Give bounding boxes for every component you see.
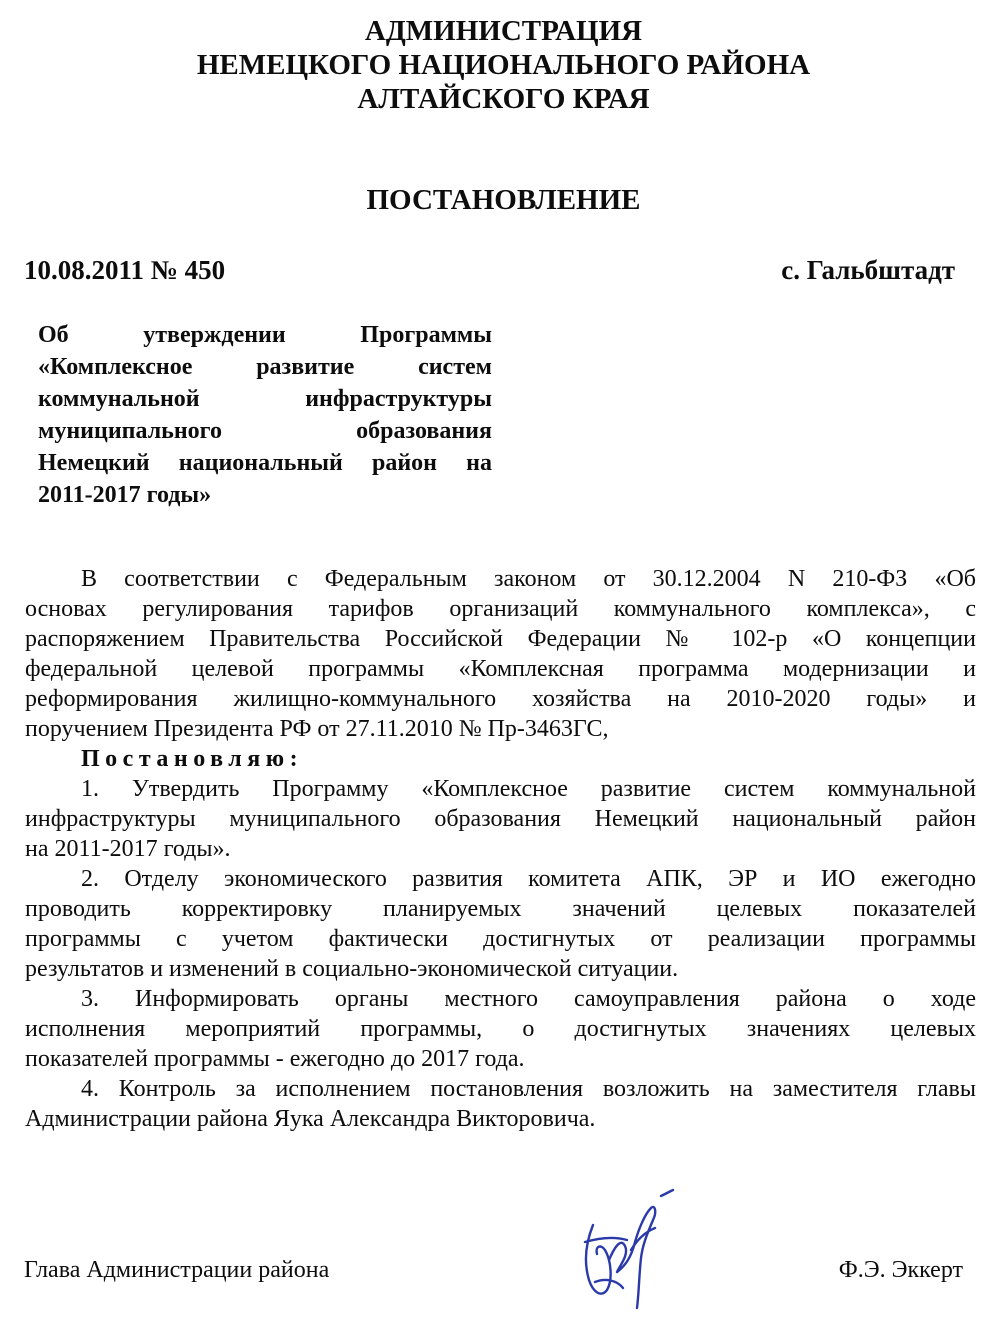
- preamble-line: распоряжением Правительства Российской Федерации № 102-р «О концепции: [25, 626, 976, 652]
- preamble-line: основах регулирования тарифов организаций коммунального комплекса», с: [25, 596, 976, 622]
- item-4-line: Администрации района Яука Александра Викторовича.: [25, 1106, 596, 1132]
- preamble-line: В соответствии с Федеральным законом от 30.12.2004 N 210-ФЗ «Об: [81, 566, 976, 592]
- item-3-line: исполнения мероприятий программы, о достигнутых значениях целевых: [25, 1016, 976, 1042]
- item-2-line: программы с учетом фактически достигнутых от реализации программы: [25, 926, 976, 952]
- resolve-heading: Постановляю:: [81, 746, 304, 772]
- subject-line: 2011-2017 годы»: [38, 482, 212, 508]
- item-2-line: проводить корректировку планируемых значений целевых показателей: [25, 896, 976, 922]
- preamble-line: поручением Президента РФ от 27.11.2010 № Пр-3463ГС,: [25, 716, 609, 742]
- issuer-header: [0, 14, 1007, 116]
- document-subject: [38, 319, 492, 511]
- item-1-line: на 2011-2017 годы».: [25, 836, 231, 862]
- subject-line: коммунальной инфраструктуры: [38, 386, 492, 412]
- place-of-issue: с. Гальбштадт: [781, 255, 955, 285]
- issuer-line-3: АЛТАЙСКОГО КРАЯ: [357, 83, 650, 115]
- item-4-line: 4. Контроль за исполнением постановления возложить на заместителя главы: [81, 1076, 976, 1102]
- subject-line: муниципального образования: [38, 418, 492, 444]
- subject-line: Немецкий национальный район на: [38, 450, 492, 476]
- signatory-name: Ф.Э. Эккерт: [838, 1257, 963, 1283]
- item-2-line: 2. Отделу экономического развития комитета АПК, ЭР и ИО ежегодно: [81, 866, 976, 892]
- signatory-role: Глава Администрации района: [24, 1257, 330, 1283]
- preamble-line: федеральной целевой программы «Комплексная программа модернизации и: [25, 656, 976, 682]
- item-2-line: результатов и изменений в социально-экономической ситуации.: [25, 956, 679, 982]
- preamble-line: реформирования жилищно-коммунального хозяйства на 2010-2020 годы» и: [25, 686, 976, 712]
- item-3-line: показателей программы - ежегодно до 2017 года.: [25, 1046, 525, 1072]
- subject-line: Об утверждении Программы: [38, 322, 492, 348]
- issuer-line-1: АДМИНИСТРАЦИЯ: [364, 15, 643, 47]
- subject-line: «Комплексное развитие систем: [38, 354, 492, 380]
- handwritten-signature: [565, 1180, 680, 1315]
- item-1-line: инфраструктуры муниципального образования Немецкий национальный район: [25, 806, 976, 832]
- date-and-number: 10.08.2011 № 450: [24, 255, 226, 285]
- item-3-line: 3. Информировать органы местного самоуправления района о ходе: [81, 986, 976, 1012]
- document-type-title: ПОСТАНОВЛЕНИЕ: [366, 184, 641, 216]
- item-1-line: 1. Утвердить Программу «Комплексное развитие систем коммунальной: [81, 776, 976, 802]
- document-body: [25, 564, 976, 1134]
- issuer-line-2: НЕМЕЦКОГО НАЦИОНАЛЬНОГО РАЙОНА: [196, 49, 811, 81]
